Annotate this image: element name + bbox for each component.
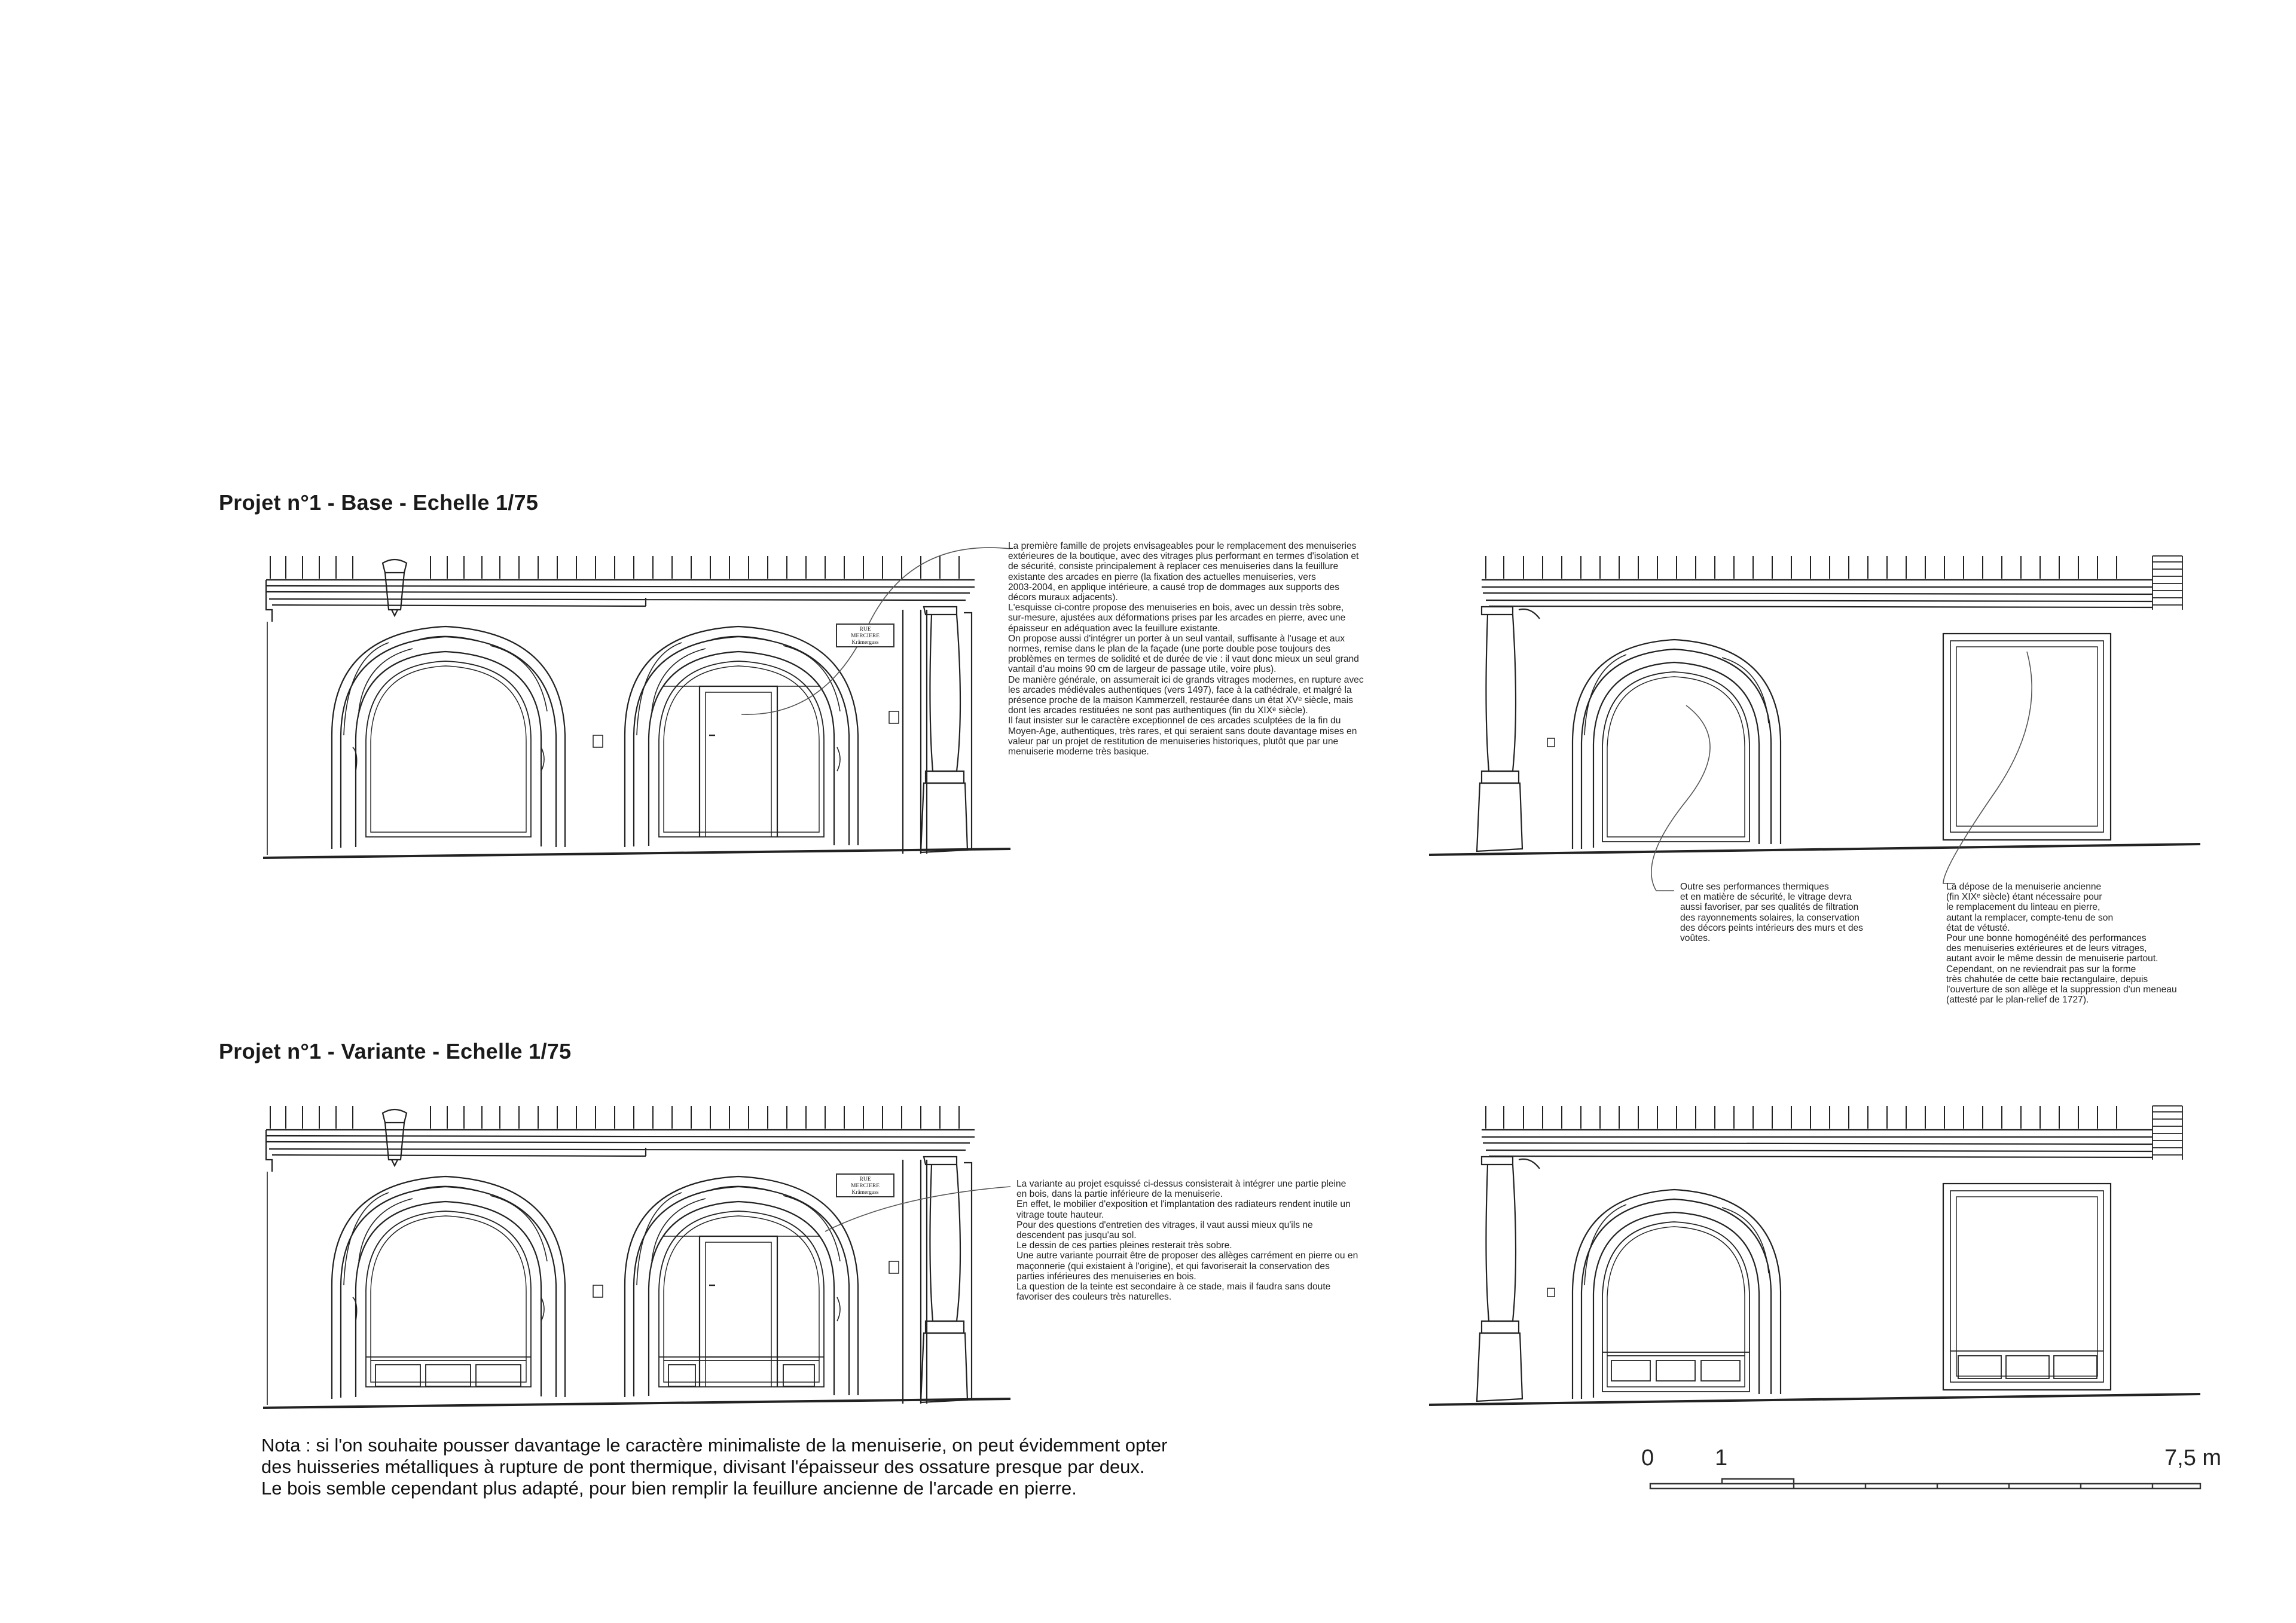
title-variante: Projet n°1 - Variante - Echelle 1/75 — [219, 1039, 572, 1063]
scale-bar — [1650, 1479, 2200, 1488]
street-sign-variante — [836, 1173, 894, 1197]
street-sign-line1: RUE — [859, 1176, 871, 1182]
note-base-right-callout: La dépose de la menuiserie ancienne (fin XIXᵉ siècle) étant nécessaire pour le remplacement du linteau en pierre, autant la remplacer, compte-tenu de son état de vétusté. Pour une bonne homogénéité des performances des menuiseries extérieures et de leurs vitrages, autant avoir le même dessin de menuiserie partout. Cependant, on ne reviendrait pas sur la forme très chahutée de cette baie rectangulaire, depuis l'ouverture de son allège et la suppression d'un meneau (attesté par le plan-relief de 1727). — [1946, 882, 2177, 1005]
note-base-left-callout: Outre ses performances thermiques et en matière de sécurité, le vitrage devra aussi favoriser, par ses qualités de filtration des rayonnements solaires, la conservation des décors peints intérieurs des murs et des voûtes. — [1680, 882, 1863, 944]
nota-paragraph: Nota : si l'on souhaite pousser davantage le caractère minimaliste de la menuiserie, on peut évidemment opter des huisseries métalliques à rupture de pont thermique, divisant l'épaisseur des ossature presque par deux. Le bois semble cependant plus adapté, pour bien remplir la feuillure ancienne de l'arcade en pierre. — [261, 1435, 1168, 1499]
street-sign-base — [836, 623, 894, 647]
scale-label-start: 0 — [1641, 1445, 1654, 1471]
street-sign-line3: Krämergass — [851, 640, 879, 646]
scale-label-mid: 1 — [1715, 1445, 1728, 1471]
street-sign-line3: Krämergass — [851, 1190, 879, 1196]
street-sign-line2: MERCIERE — [850, 1183, 880, 1189]
street-sign-line1: RUE — [859, 626, 871, 632]
note-variante-main: La variante au projet esquissé ci-dessus consisterait à intégrer une partie pleine en bois, dans la partie inférieure de la menuiserie. En effet, le mobilier d'exposition et l'implantation des radiateurs rendent inutile un vitrage toute hauteur. Pour des questions d'entretien des vitrages, il vaut aussi mieux qu'ils ne descendent pas jusqu'au sol. Le dessin de ces parties pleines resterait très sobre. Une autre variante pourrait être de proposer des allèges carrément en pierre ou en maçonnerie (qui existaient à l'origine), et qui favoriserait la conservation des parties inférieures des menuiseries en bois. La question de la teinte est secondaire à ce stade, mais il faudra sans doute favoriser des couleurs très naturelles. — [1016, 1179, 1358, 1303]
scale-label-end: 7,5 m — [2164, 1445, 2222, 1471]
street-sign-line2: MERCIERE — [850, 633, 880, 639]
title-base: Projet n°1 - Base - Echelle 1/75 — [219, 490, 539, 515]
note-base-main: La première famille de projets envisageables pour le remplacement des menuiseries extérieures de la boutique, avec des vitrages plus performant en termes d'isolation et de sécurité, consiste principalement à replacer ces menuiseries dans la feuillure existante des arcades en pierre (la fixation des actuelles menuiseries, vers 2003-2004, en applique intérieure, a causé trop de dommages aux supports des décors muraux adjacents). L'esquisse ci-contre propose des menuiseries en bois, avec un dessin très sobre, sur-mesure, ajustées aux déformations prises par les arcades en pierre, avec une épaisseur en adéquation avec la feuillure existante. On propose aussi d'intégrer un porter à un seul vantail, suffisante à l'usage et aux normes, remise dans le plan de la façade (une porte double pose toujours des problèmes en termes de solidité et de durée de vie : il vaut donc mieux un seul grand vantail d'au moins 90 cm de largeur de passage utile, voire plus). De manière générale, on assumerait ici de grands vitrages modernes, en rupture avec les arcades médiévales authentiques (vers 1497), face à la cathédrale, et malgré la présence proche de la maison Kammerzell, restaurée dans un état XVᵉ siècle, mais dont les arcades restituées ne sont pas authentiques (fin du XIXᵉ siècle). Il faut insister sur le caractère exceptionnel de ces arcades sculptées de la fin du Moyen-Age, authentiques, très rares, et qui seraient sans doute davantage mises en valeur par un projet de restitution de menuiseries historiques, plutôt que par une menuiserie moderne très basique. — [1008, 541, 1364, 757]
